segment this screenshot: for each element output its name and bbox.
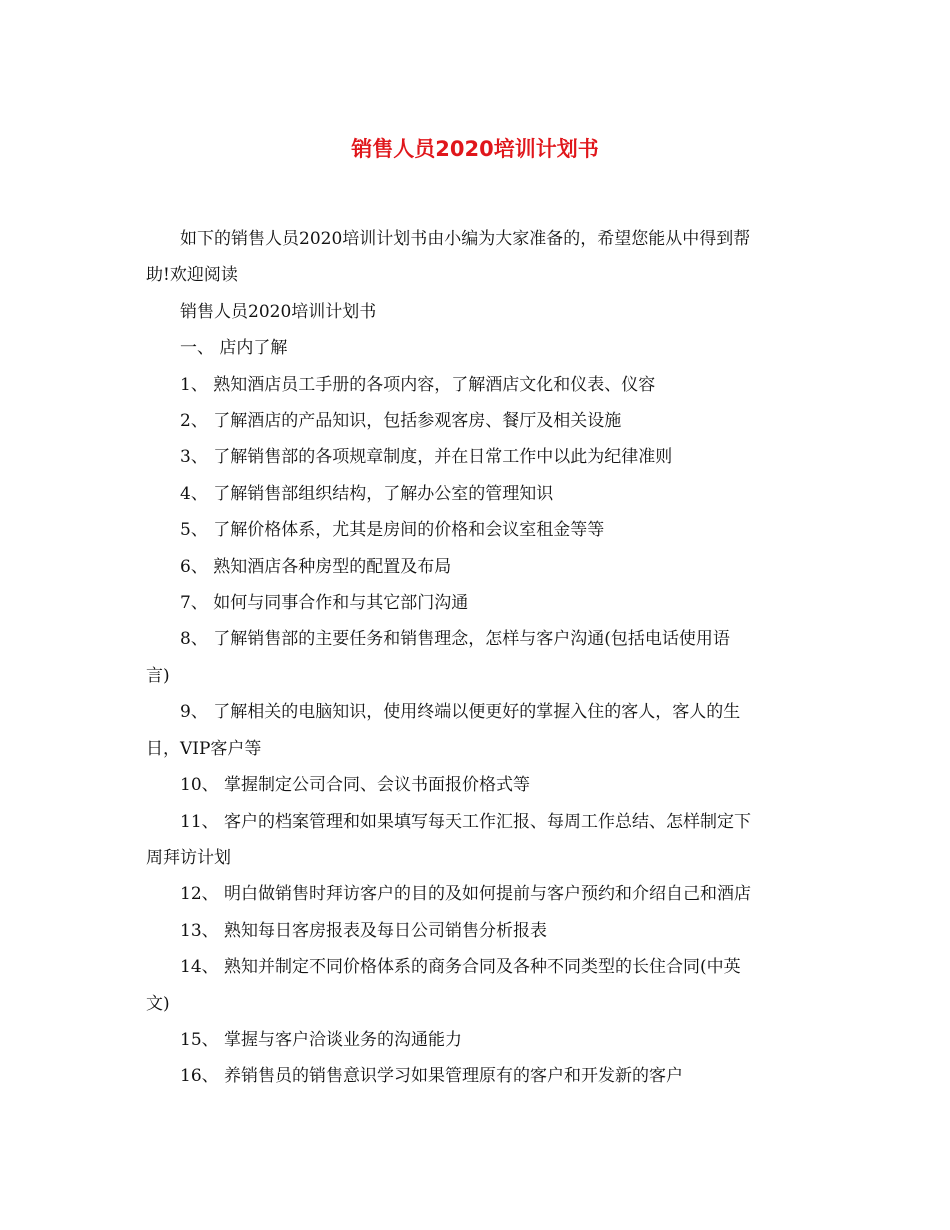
list-item <box>146 1022 810 1058</box>
list-item-line-1: 14、 熟知并制定不同价格体系的商务合同及各种不同类型的长住合同(中英 <box>180 957 741 978</box>
list-item-line-2: 言) <box>146 665 170 686</box>
document-body <box>146 221 810 1095</box>
intro-line-1: 如下的销售人员2020培训计划书由小编为大家准备的，希望您能从中得到帮 <box>180 229 751 249</box>
section-heading-paragraph <box>146 330 810 366</box>
list-item <box>146 367 810 403</box>
list-item <box>146 804 810 877</box>
list-item-line-2: 日，VIP客户等 <box>146 738 262 759</box>
list-item <box>146 1058 810 1094</box>
list-item-line-1: 16、 养销售员的销售意识学习如果管理原有的客户和开发新的客户 <box>180 1066 684 1087</box>
list-item-line-1: 10、 掌握制定公司合同、会议书面报价格式等 <box>180 775 531 796</box>
list-item <box>146 585 810 621</box>
list-item-line-1: 12、 明白做销售时拜访客户的目的及如何提前与客户预约和介绍自己和酒店 <box>180 884 752 905</box>
list-item <box>146 876 810 912</box>
document-subtitle: 销售人员2020培训计划书 <box>180 301 377 322</box>
list-item-line-1: 8、 了解销售部的主要任务和销售理念，怎样与客户沟通(包括电话使用语 <box>180 629 730 650</box>
subtitle-paragraph <box>146 294 810 330</box>
document-title: 销售人员2020培训计划书 <box>351 137 599 161</box>
list-item-line-2: 文) <box>146 993 170 1014</box>
list-item-line-2: 周拜访计划 <box>146 847 231 868</box>
intro-paragraph <box>146 221 810 294</box>
item-list <box>146 367 810 1095</box>
section-heading: 一、 店内了解 <box>180 338 288 359</box>
list-item-line-1: 13、 熟知每日客房报表及每日公司销售分析报表 <box>180 920 548 941</box>
list-item-line-1: 4、 了解销售部组织结构，了解办公室的管理知识 <box>180 483 554 504</box>
list-item <box>146 476 810 512</box>
list-item <box>146 767 810 803</box>
list-item-line-1: 1、 熟知酒店员工手册的各项内容，了解酒店文化和仪表、仪容 <box>180 374 656 395</box>
list-item-line-1: 15、 掌握与客户洽谈业务的沟通能力 <box>180 1029 463 1050</box>
list-item <box>146 439 810 475</box>
list-item-line-1: 2、 了解酒店的产品知识，包括参观客房、餐厅及相关设施 <box>180 411 622 432</box>
list-item <box>146 403 810 439</box>
list-item-line-1: 11、 客户的档案管理和如果填写每天工作汇报、每周工作总结、怎样制定下 <box>180 811 752 832</box>
list-item-line-1: 7、 如何与同事合作和与其它部门沟通 <box>180 593 469 614</box>
list-item-line-1: 5、 了解价格体系，尤其是房间的价格和会议室租金等等 <box>180 520 605 541</box>
list-item <box>146 949 810 1022</box>
list-item <box>146 694 810 767</box>
list-item <box>146 549 810 585</box>
intro-line-2: 助!欢迎阅读 <box>146 265 238 286</box>
list-item-line-1: 3、 了解销售部的各项规章制度，并在日常工作中以此为纪律准则 <box>180 447 673 468</box>
list-item-line-1: 6、 熟知酒店各种房型的配置及布局 <box>180 556 452 577</box>
list-item-line-1: 9、 了解相关的电脑知识，使用终端以便更好的掌握入住的客人，客人的生 <box>180 702 741 723</box>
list-item <box>146 913 810 949</box>
list-item <box>146 512 810 548</box>
list-item <box>146 621 810 694</box>
